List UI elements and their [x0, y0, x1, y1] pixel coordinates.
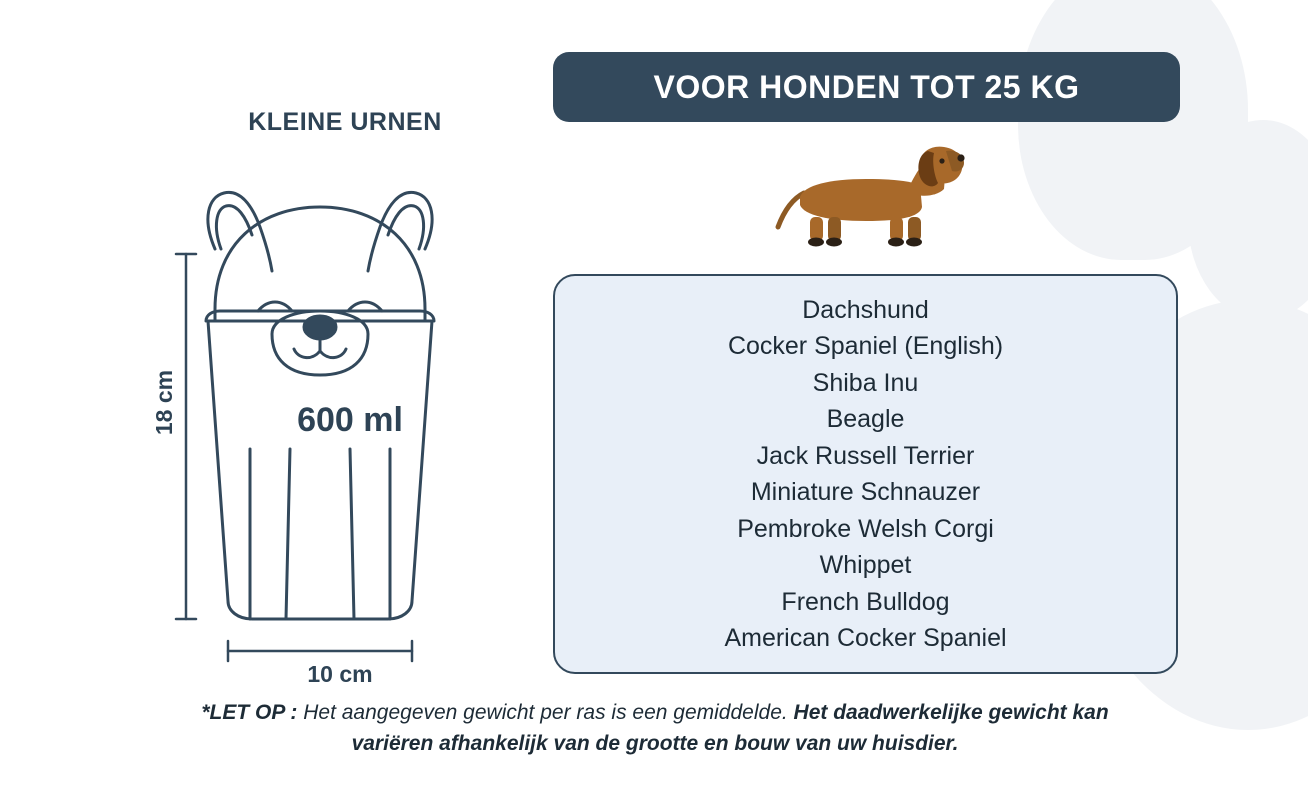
urn-panel — [120, 108, 540, 709]
footnote-bold: Het daadwerkelijke gewicht kan variëren afhankelijk van de grootte en bouw van uw huisdier. — [351, 701, 1109, 755]
list-item: Cocker Spaniel (English) — [727, 332, 1004, 360]
dachshund-icon — [770, 135, 965, 255]
list-item: Pembroke Welsh Corgi — [737, 514, 994, 543]
urn-illustration-wrap — [120, 149, 540, 709]
footnote-lead: *LET OP : — [201, 701, 298, 724]
list-item: American Cocker Spaniel — [724, 624, 1007, 652]
urn-volume-label: 600 ml — [297, 401, 403, 439]
footnote-normal: Het aangegeven gewicht per ras is een gemiddelde. — [297, 701, 794, 724]
list-item: Dachshund — [802, 295, 929, 324]
list-item: Miniature Schnauzer — [750, 478, 981, 506]
urn-width-label: 10 cm — [307, 661, 373, 687]
list-item: Beagle — [826, 405, 905, 433]
breed-list-box — [553, 274, 1178, 674]
list-item: Whippet — [819, 551, 912, 579]
list-item: French Bulldog — [781, 587, 950, 616]
urn-panel-title: KLEINE URNEN — [248, 108, 442, 136]
weight-banner-title: VOOR HONDEN TOT 25 KG — [653, 68, 1080, 105]
list-item: Shiba Inu — [812, 368, 919, 397]
list-item: Jack Russell Terrier — [756, 441, 975, 470]
urn-height-label: 18 cm — [151, 369, 178, 436]
weight-banner — [553, 52, 1180, 122]
footnote — [180, 697, 1130, 759]
